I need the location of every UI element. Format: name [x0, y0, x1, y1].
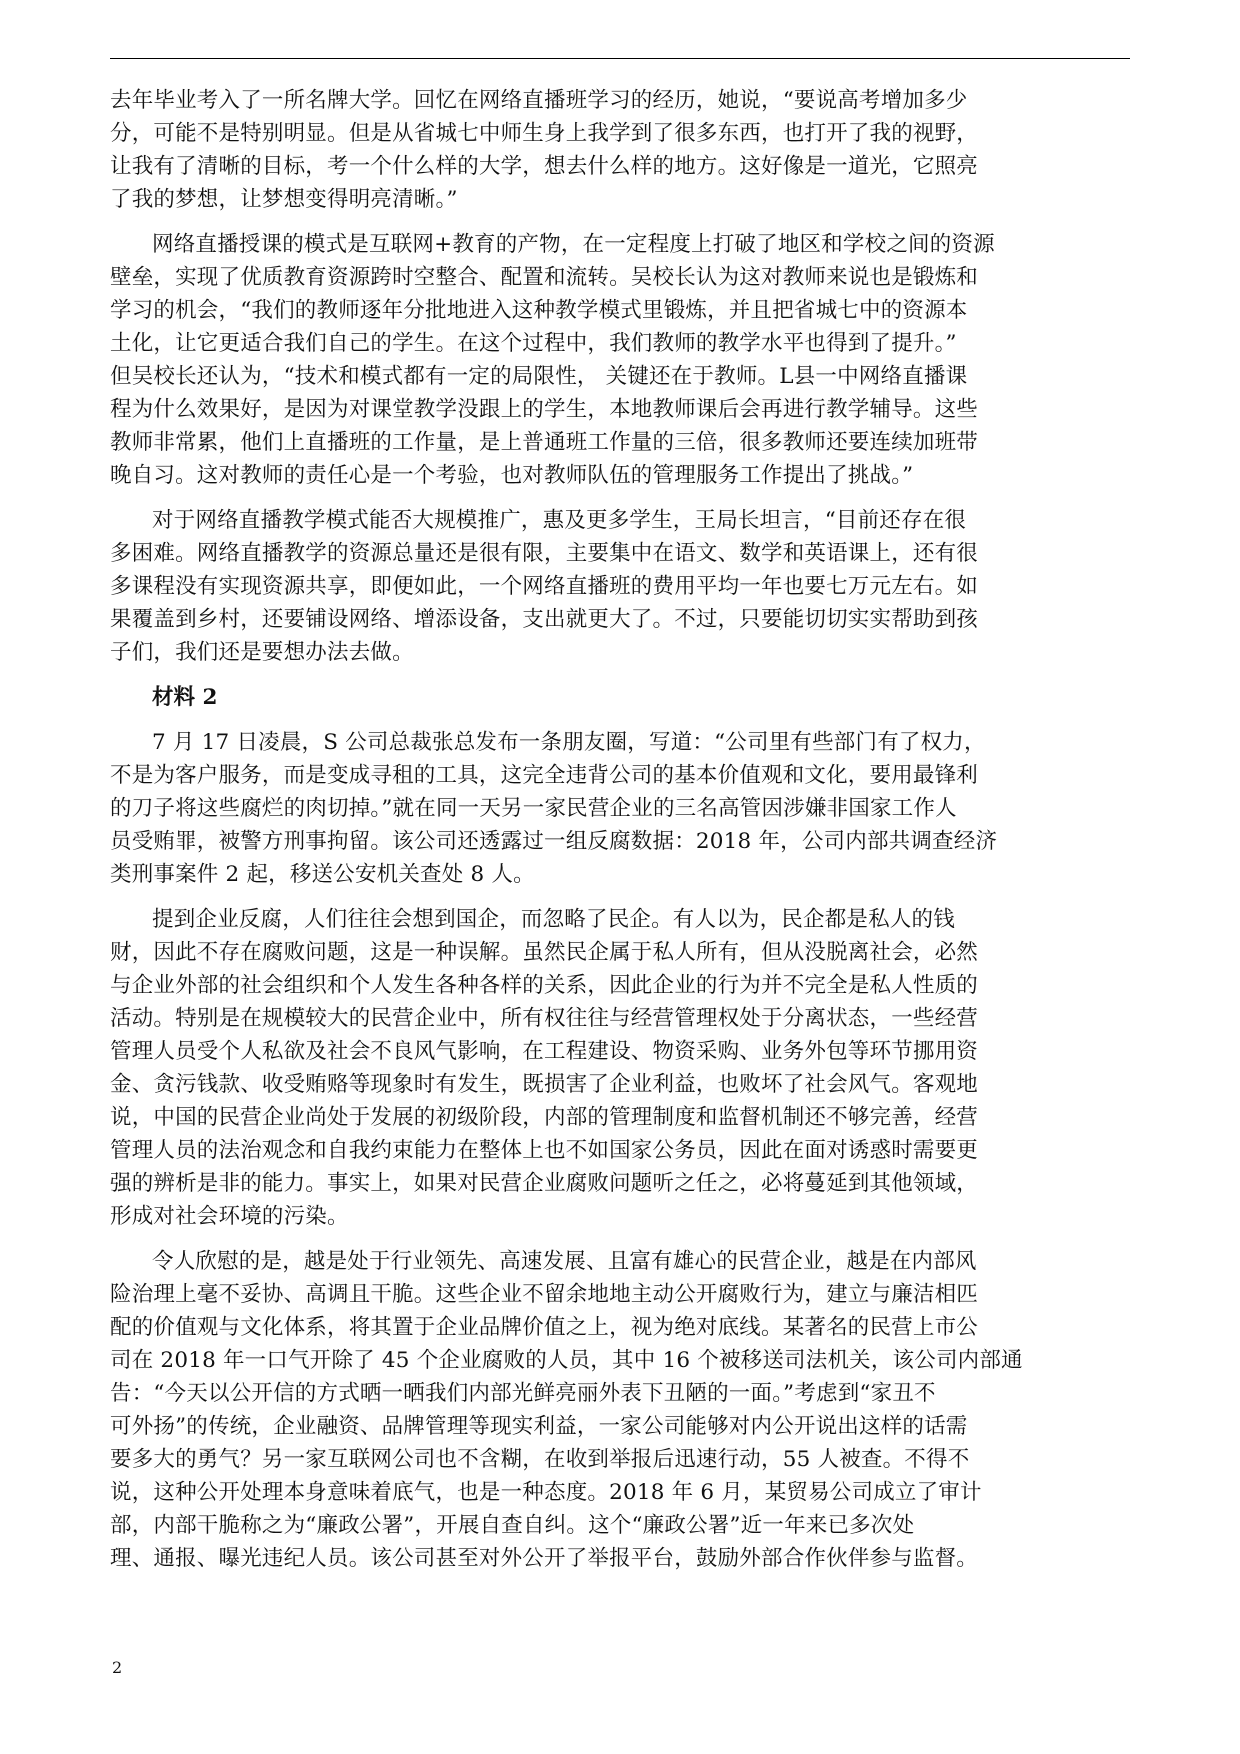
text-line: 教师非常累，他们上直播班的工作量，是上普通班工作量的三倍，很多教师还要连续加班带 [110, 430, 979, 455]
text-line: 令人欣慰的是，越是处于行业领先、高速发展、且富有雄心的民营企业，越是在内部风 [152, 1249, 977, 1274]
text-line: 形成对社会环境的污染。 [110, 1204, 349, 1229]
text-line: 可外扬”的传统，企业融资、品牌管理等现实利益，一家公司能够对内公开说出这样的话需 [110, 1414, 968, 1439]
text-line: 司在 2018 年一口气开除了 45 个企业腐败的人员，其中 16 个被移送司法机关，该公司内部通 [110, 1348, 1023, 1373]
text-line: 财，因此不存在腐败问题，这是一种误解。虽然民企属于私人所有，但从没脱离社会，必然 [110, 940, 979, 965]
text-line: 的刀子将这些腐烂的肉切掉。”就在同一天另一家民营企业的三名高管因涉嫌非国家工作人 [110, 796, 957, 821]
text-line: 配的价值观与文化体系，将其置于企业品牌价值之上，视为绝对底线。某著名的民营上市公 [110, 1315, 979, 1340]
text-line: 管理人员受个人私欲及社会不良风气影响，在工程建设、物资采购、业务外包等环节挪用资 [110, 1039, 979, 1064]
text-line: 与企业外部的社会组织和个人发生各种各样的关系，因此企业的行为并不完全是私人性质的 [110, 973, 979, 998]
paragraph [110, 903, 1130, 1233]
text-line: 壁垒，实现了优质教育资源跨时空整合、配置和流转。吴校长认为这对教师来说也是锻炼和 [110, 265, 979, 290]
text-line: 多课程没有实现资源共享，即便如此，一个网络直播班的费用平均一年也要七万元左右。如 [110, 574, 979, 599]
text-line: 但吴校长还认为，“技术和模式都有一定的局限性， 关键还在于教师。L县一中网络直播课 [110, 364, 968, 389]
text-line: 险治理上毫不妥协、高调且干脆。这些企业不留余地地主动公开腐败行为，建立与廉洁相匹 [110, 1282, 979, 1307]
header-rule [110, 58, 1130, 59]
text-line: 说，中国的民营企业尚处于发展的初级阶段，内部的管理制度和监督机制还不够完善，经营 [110, 1105, 979, 1130]
text-line: 提到企业反腐，人们往往会想到国企，而忽略了民企。有人以为，民企都是私人的钱 [152, 907, 955, 932]
text-line: 理、通报、曝光违纪人员。该公司甚至对外公开了举报平台，鼓励外部合作伙伴参与监督。 [110, 1546, 979, 1571]
text-line: 部，内部干脆称之为“廉政公署”，开展自查自纠。这个“廉政公署”近一年来已多次处 [110, 1513, 915, 1538]
paragraph [110, 1245, 1130, 1575]
text-line: 学习的机会，“我们的教师逐年分批地进入这种教学模式里锻炼，并且把省城七中的资源本 [110, 298, 968, 323]
text-line: 程为什么效果好，是因为对课堂教学没跟上的学生，本地教师课后会再进行教学辅导。这些 [110, 397, 979, 422]
text-line: 网络直播授课的模式是互联网+教育的产物，在一定程度上打破了地区和学校之间的资源 [152, 232, 995, 257]
paragraph [110, 228, 1130, 492]
paragraph [110, 504, 1130, 669]
text-line: 分，可能不是特别明显。但是从省城七中师生身上我学到了很多东西，也打开了我的视野， [110, 121, 979, 146]
text-line: 类刑事案件 2 起，移送公安机关查处 8 人。 [110, 862, 535, 887]
text-line: 土化，让它更适合我们自己的学生。在这个过程中，我们教师的教学水平也得到了提升。” [110, 331, 957, 356]
text-line: 去年毕业考入了一所名牌大学。回忆在网络直播班学习的经历，她说，“要说高考增加多少 [110, 88, 968, 113]
paragraph [110, 84, 1130, 216]
text-line: 管理人员的法治观念和自我约束能力在整体上也不如国家公务员，因此在面对诱惑时需要更 [110, 1138, 979, 1163]
document-body [110, 84, 1130, 1587]
text-line: 金、贪污钱款、收受贿赂等现象时有发生，既损害了企业利益，也败坏了社会风气。客观地 [110, 1072, 979, 1097]
text-line: 果覆盖到乡村，还要铺设网络、增添设备，支出就更大了。不过，只要能切切实实帮助到孩 [110, 607, 979, 632]
text-line: 让我有了清晰的目标，考一个什么样的大学，想去什么样的地方。这好像是一道光，它照亮 [110, 154, 979, 179]
text-line: 告：“今天以公开信的方式晒一晒我们内部光鲜亮丽外表下丑陋的一面。”考虑到“家丑不 [110, 1381, 936, 1406]
paragraph [110, 726, 1130, 891]
text-line: 7 月 17 日凌晨，S 公司总裁张总发布一条朋友圈，写道：“公司里有些部门有了权力， [152, 730, 986, 755]
text-line: 说，这种公开处理本身意味着底气，也是一种态度。2018 年 6 月，某贸易公司成立了审计 [110, 1480, 982, 1505]
text-line: 员受贿罪，被警方刑事拘留。该公司还透露过一组反腐数据：2018 年，公司内部共调查经济 [110, 829, 998, 854]
text-line: 多困难。网络直播教学的资源总量还是很有限，主要集中在语文、数学和英语课上，还有很 [110, 541, 979, 566]
section-heading: 材料 2 [152, 685, 218, 710]
text-line: 对于网络直播教学模式能否大规模推广，惠及更多学生，王局长坦言，“目前还存在很 [152, 508, 967, 533]
text-line: 要多大的勇气？另一家互联网公司也不含糊，在收到举报后迅速行动，55 人被查。不得不 [110, 1447, 970, 1472]
text-line: 晚自习。这对教师的责任心是一个考验，也对教师队伍的管理服务工作提出了挑战。” [110, 463, 914, 488]
page-number: 2 [112, 1658, 123, 1677]
text-line: 子们，我们还是要想办法去做。 [110, 640, 414, 665]
text-line: 了我的梦想，让梦想变得明亮清晰。” [110, 187, 458, 212]
text-line: 强的辨析是非的能力。事实上，如果对民营企业腐败问题听之任之，必将蔓延到其他领域， [110, 1171, 979, 1196]
text-line: 不是为客户服务，而是变成寻租的工具，这完全违背公司的基本价值观和文化，要用最锋利 [110, 763, 979, 788]
text-line: 活动。特别是在规模较大的民营企业中，所有权往往与经营管理权处于分离状态，一些经营 [110, 1006, 979, 1031]
